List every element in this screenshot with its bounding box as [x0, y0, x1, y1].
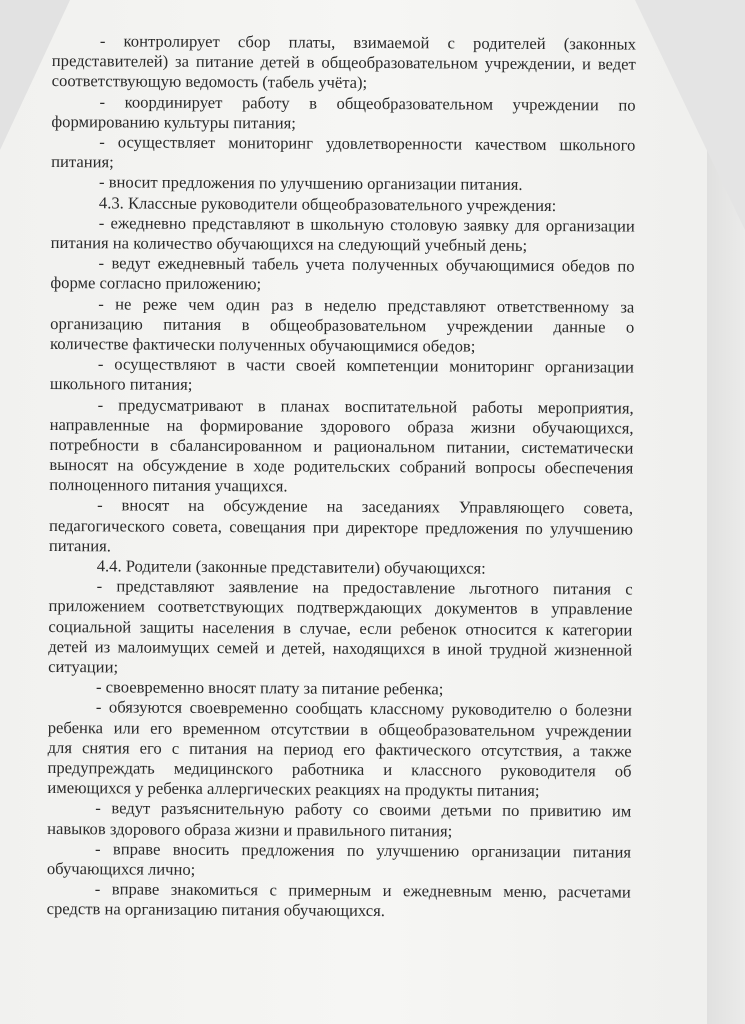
text-line: - своевременно вносят плату за питание ребенка;	[95, 677, 444, 699]
text-line: формированию культуры питания;	[51, 111, 296, 133]
folded-corner-right	[635, 0, 745, 230]
text-line: 4.4. Родители (законные представители) обучающихся:	[96, 556, 486, 578]
text-line: навыков здорового образа жизни и правильного питания;	[47, 818, 453, 841]
text-line: - предусматривают в планах воспитательной работы мероприятия,	[97, 394, 634, 418]
text-line: ребенка или его временном отсутствии в общеобразовательном учреждении	[47, 717, 632, 741]
text-line: представителей) за питание детей в общеобразовательном учреждении, и ведет	[51, 51, 636, 74]
text-line: - ведут разъяснительную работу со своими детьми по привитию им	[95, 798, 632, 821]
text-line: количестве фактически полученных обучающимися обедов;	[50, 333, 476, 356]
text-line: - представляют заявление на предоставление льготного питания с	[96, 576, 633, 599]
text-line: соответствующую ведомость (табель учёта);	[51, 71, 368, 93]
text-line: средств на организацию питания обучающихся.	[46, 899, 385, 921]
paragraph	[50, 354, 634, 398]
text-line: социальной защиты населения в случае, если ребенок относится к категории	[48, 616, 633, 640]
paragraph	[49, 395, 634, 500]
paragraph	[51, 92, 635, 136]
text-line: форме согласно приложению;	[50, 273, 262, 294]
paragraph	[47, 879, 631, 923]
text-line: - вправе вносить предложения по улучшению организации питания	[94, 839, 632, 862]
text-line: - ежедневно представляют в школьную столовую заявку для организации	[98, 213, 635, 236]
document-body	[47, 31, 636, 923]
text-line: - вносят на обсуждение на заседаниях Управляющего совета,	[97, 495, 634, 519]
text-line: - обязуются своевременно сообщать классному руководителю о болезни	[95, 697, 632, 720]
paragraph	[51, 132, 635, 176]
text-line: - координирует работу в общеобразовательном учреждении по	[99, 91, 636, 115]
paragraph	[47, 697, 632, 802]
text-line: - не реже чем один раз в неделю представляют ответственному за	[98, 293, 635, 317]
text-line: приложением соответствующих подтверждающих документов в управление	[48, 596, 633, 619]
paragraph	[51, 213, 635, 257]
text-line: - вправе знакомиться с примерным и ежедневным меню, расчетами	[94, 879, 631, 902]
paragraph	[48, 576, 633, 681]
text-line: - осуществляет мониторинг удовлетворенности качеством школьного	[99, 132, 636, 155]
text-line: выносят на обсуждение в ходе родительских собраний вопросы обеспечения	[49, 455, 634, 478]
paragraph	[50, 294, 634, 358]
text-line: питания на количество обучающихся на следующий учебный день;	[50, 232, 528, 255]
text-line: организацию питания в общеобразовательном учреждении данные о	[50, 313, 635, 337]
text-line: детей из малоимущих семей и детей, находящихся в иной трудной жизненной	[48, 636, 633, 660]
paragraph	[52, 31, 636, 95]
text-line: для снятия его с питания на период его фактического отсутствия, а также	[47, 737, 632, 761]
text-line: питания;	[51, 152, 114, 172]
text-line: - контролирует сбор платы, взимаемой с родителей (законных	[99, 31, 636, 54]
text-line: - осуществляют в части своей компетенции мониторинг организации	[97, 354, 635, 377]
text-line: обучающихся лично;	[46, 858, 196, 879]
text-line: ситуации;	[48, 656, 119, 677]
text-line: предупреждать медицинского работника и классного руководителя об	[47, 757, 632, 781]
text-line: потребности в сбалансированном и рациональном питании, систематически	[49, 434, 634, 458]
paragraph	[47, 839, 631, 883]
text-line: 4.3. Классные руководители общеобразовательного учреждения:	[98, 192, 557, 215]
text-line: направленные на формирование здорового образа жизни обучающихся,	[49, 414, 634, 438]
text-line: школьного питания;	[49, 374, 193, 395]
text-line: - ведут ежедневный табель учета полученных обучающимися обедов по	[98, 253, 635, 276]
text-line: - вносит предложения по улучшению организации питания.	[99, 172, 523, 195]
paragraph	[50, 253, 634, 297]
text-line: имеющихся у ребенка аллергических реакциях на продукты питания;	[47, 778, 540, 801]
paragraph	[49, 495, 633, 559]
paragraph	[47, 798, 631, 842]
text-line: питания.	[48, 535, 112, 556]
text-line: педагогического совета, совещания при директоре предложения по улучшению	[48, 515, 634, 539]
text-line: полноценного питания учащихся.	[49, 475, 288, 496]
